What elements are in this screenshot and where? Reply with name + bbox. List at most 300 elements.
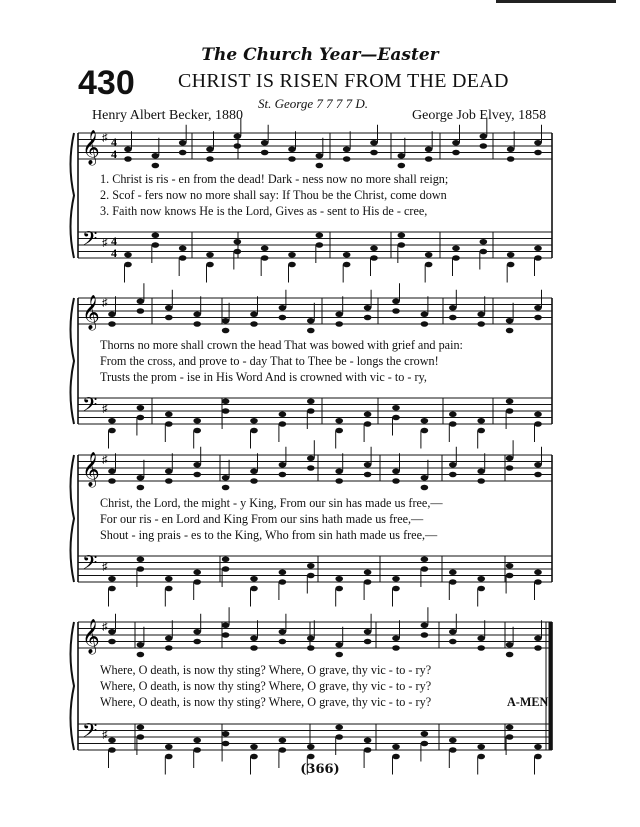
note-head bbox=[179, 245, 187, 251]
sharp-sign: ♯ bbox=[102, 561, 108, 573]
note-head bbox=[370, 255, 378, 261]
note-head bbox=[335, 652, 343, 658]
note-head bbox=[506, 465, 514, 471]
note-head bbox=[193, 462, 201, 468]
note-head bbox=[335, 478, 343, 484]
note-head bbox=[392, 754, 400, 760]
lyric-line: Where, O death, is now thy sting? Where, O grave, thy vic - to - ry? bbox=[100, 663, 432, 677]
note-head bbox=[279, 629, 287, 635]
note-head bbox=[506, 563, 514, 569]
note-head bbox=[137, 566, 145, 572]
note-head bbox=[137, 642, 145, 648]
note-head bbox=[335, 576, 343, 582]
page-number: (366) bbox=[300, 762, 340, 777]
lyric-line: 3. Faith now knows He is the Lord, Gives as - sent to His de - cree, bbox=[100, 204, 428, 218]
note-head bbox=[165, 421, 173, 427]
note-head bbox=[364, 411, 372, 417]
note-head bbox=[449, 462, 457, 468]
note-head bbox=[234, 133, 242, 139]
note-head bbox=[534, 569, 542, 575]
note-head bbox=[335, 428, 343, 434]
note-head bbox=[193, 737, 201, 743]
note-head bbox=[421, 731, 429, 737]
note-head bbox=[534, 245, 542, 251]
note-head bbox=[534, 315, 542, 321]
note-head bbox=[124, 156, 132, 162]
note-head bbox=[222, 398, 230, 404]
note-head bbox=[364, 315, 372, 321]
note-head bbox=[534, 754, 542, 760]
composer-credit: George Job Elvey, 1858 bbox=[412, 108, 547, 123]
tune-name: St. George 7 7 7 7 D. bbox=[258, 96, 369, 111]
note-head bbox=[137, 415, 145, 421]
bass-clef: 𝄢 bbox=[82, 393, 98, 421]
note-head bbox=[364, 579, 372, 585]
time-signature: 4 bbox=[111, 147, 117, 161]
bass-clef: 𝄢 bbox=[82, 227, 98, 255]
note-head bbox=[506, 734, 514, 740]
note-head bbox=[137, 298, 145, 304]
note-head bbox=[343, 252, 351, 258]
note-head bbox=[137, 308, 145, 314]
note-head bbox=[335, 311, 343, 317]
note-head bbox=[449, 579, 457, 585]
note-head bbox=[477, 635, 485, 641]
note-head bbox=[165, 586, 173, 592]
note-head bbox=[425, 252, 433, 258]
sharp-sign: ♯ bbox=[102, 403, 108, 415]
note-head bbox=[370, 140, 378, 146]
note-head bbox=[335, 734, 343, 740]
note-head bbox=[398, 153, 406, 159]
note-head bbox=[421, 622, 429, 628]
note-head bbox=[108, 737, 116, 743]
note-head bbox=[421, 321, 429, 327]
note-head bbox=[288, 262, 296, 268]
note-head bbox=[250, 311, 258, 317]
note-head bbox=[534, 645, 542, 651]
note-head bbox=[137, 485, 145, 491]
note-head bbox=[193, 311, 201, 317]
hymn-number: 430 bbox=[78, 64, 135, 102]
lyric-line: For our ris - en Lord and King From our sins hath made us free,— bbox=[100, 512, 424, 526]
note-head bbox=[108, 321, 116, 327]
note-head bbox=[534, 421, 542, 427]
note-head bbox=[477, 744, 485, 750]
time-signature: 4 bbox=[111, 246, 117, 260]
note-head bbox=[335, 418, 343, 424]
note-head bbox=[452, 255, 460, 261]
note-head bbox=[261, 255, 269, 261]
note-head bbox=[206, 262, 214, 268]
note-head bbox=[364, 305, 372, 311]
note-head bbox=[307, 408, 315, 414]
treble-clef: 𝄞 bbox=[82, 452, 100, 487]
note-head bbox=[421, 556, 429, 562]
note-head bbox=[364, 421, 372, 427]
note-head bbox=[193, 321, 201, 327]
note-head bbox=[477, 586, 485, 592]
note-head bbox=[307, 455, 315, 461]
note-head bbox=[193, 418, 201, 424]
note-head bbox=[108, 586, 116, 592]
note-head bbox=[250, 744, 258, 750]
note-head bbox=[421, 418, 429, 424]
note-head bbox=[421, 428, 429, 434]
note-head bbox=[222, 731, 230, 737]
note-head bbox=[250, 754, 258, 760]
note-head bbox=[193, 629, 201, 635]
note-head bbox=[165, 315, 173, 321]
note-head bbox=[392, 744, 400, 750]
note-head bbox=[165, 468, 173, 474]
note-head bbox=[425, 146, 433, 152]
note-head bbox=[108, 418, 116, 424]
note-head bbox=[108, 639, 116, 645]
note-head bbox=[152, 232, 160, 238]
note-head bbox=[364, 737, 372, 743]
note-head bbox=[335, 642, 343, 648]
note-head bbox=[425, 262, 433, 268]
note-head bbox=[279, 315, 287, 321]
note-head bbox=[222, 318, 230, 324]
note-head bbox=[222, 328, 230, 334]
note-head bbox=[506, 328, 514, 334]
note-head bbox=[364, 747, 372, 753]
note-head bbox=[506, 318, 514, 324]
note-head bbox=[124, 252, 132, 258]
note-head bbox=[234, 249, 242, 255]
note-head bbox=[477, 311, 485, 317]
note-head bbox=[316, 232, 324, 238]
note-head bbox=[279, 411, 287, 417]
note-head bbox=[250, 428, 258, 434]
note-head bbox=[506, 652, 514, 658]
note-head bbox=[534, 579, 542, 585]
note-head bbox=[506, 398, 514, 404]
note-head bbox=[108, 478, 116, 484]
note-head bbox=[108, 576, 116, 582]
treble-clef: 𝄞 bbox=[82, 619, 100, 654]
hymn-title: CHRIST IS RISEN FROM THE DEAD bbox=[178, 70, 509, 92]
note-head bbox=[307, 645, 315, 651]
lyric-line: Christ, the Lord, the might - y King, From our sin has made us free,— bbox=[100, 496, 443, 510]
note-head bbox=[534, 305, 542, 311]
note-head bbox=[279, 747, 287, 753]
sharp-sign: ♯ bbox=[102, 729, 108, 741]
note-head bbox=[279, 462, 287, 468]
note-head bbox=[392, 586, 400, 592]
note-head bbox=[206, 156, 214, 162]
note-head bbox=[279, 569, 287, 575]
note-head bbox=[506, 573, 514, 579]
amen-text: A-MEN. bbox=[507, 695, 552, 709]
note-head bbox=[506, 724, 514, 730]
bass-clef: 𝄢 bbox=[82, 719, 98, 747]
note-head bbox=[425, 156, 433, 162]
note-head bbox=[165, 576, 173, 582]
note-head bbox=[392, 635, 400, 641]
note-head bbox=[250, 478, 258, 484]
note-head bbox=[534, 140, 542, 146]
lyric-line: 1. Christ is ris - en from the dead! Dark - ness now no more shall reign; bbox=[100, 172, 449, 186]
treble-clef: 𝄞 bbox=[82, 295, 100, 330]
note-head bbox=[398, 242, 406, 248]
lyric-line: 2. Scof - fers now no more shall say: If Thou be the Christ, come down bbox=[100, 188, 447, 202]
note-head bbox=[449, 315, 457, 321]
note-head bbox=[449, 305, 457, 311]
note-head bbox=[480, 249, 488, 255]
note-head bbox=[222, 408, 230, 414]
time-signature: 4 bbox=[111, 135, 117, 149]
note-head bbox=[364, 569, 372, 575]
note-head bbox=[477, 478, 485, 484]
note-head bbox=[370, 245, 378, 251]
note-head bbox=[108, 747, 116, 753]
note-head bbox=[392, 645, 400, 651]
note-head bbox=[179, 255, 187, 261]
note-head bbox=[108, 428, 116, 434]
bass-clef: 𝄢 bbox=[82, 551, 98, 579]
note-head bbox=[250, 576, 258, 582]
note-head bbox=[449, 472, 457, 478]
note-head bbox=[261, 140, 269, 146]
note-head bbox=[307, 328, 315, 334]
note-head bbox=[534, 150, 542, 156]
note-head bbox=[477, 645, 485, 651]
treble-clef: 𝄞 bbox=[82, 130, 100, 165]
note-head bbox=[279, 472, 287, 478]
note-head bbox=[392, 298, 400, 304]
note-head bbox=[137, 475, 145, 481]
brace bbox=[71, 622, 75, 750]
note-head bbox=[421, 311, 429, 317]
note-head bbox=[534, 411, 542, 417]
time-signature: 4 bbox=[111, 234, 117, 248]
note-head bbox=[288, 156, 296, 162]
lyric-line: Where, O death, is now thy sting? Where, O grave, thy vic - to - ry? bbox=[100, 679, 432, 693]
brace bbox=[71, 133, 75, 258]
note-head bbox=[234, 143, 242, 149]
note-head bbox=[507, 156, 515, 162]
note-head bbox=[250, 645, 258, 651]
note-head bbox=[477, 321, 485, 327]
note-head bbox=[152, 242, 160, 248]
note-head bbox=[279, 579, 287, 585]
note-head bbox=[477, 468, 485, 474]
note-head bbox=[307, 563, 315, 569]
note-head bbox=[165, 754, 173, 760]
note-head bbox=[307, 465, 315, 471]
note-head bbox=[108, 468, 116, 474]
note-head bbox=[364, 472, 372, 478]
note-head bbox=[137, 734, 145, 740]
note-head bbox=[316, 153, 324, 159]
note-head bbox=[193, 472, 201, 478]
note-head bbox=[480, 133, 488, 139]
note-head bbox=[279, 305, 287, 311]
note-head bbox=[534, 255, 542, 261]
note-head bbox=[477, 754, 485, 760]
note-head bbox=[250, 321, 258, 327]
note-head bbox=[421, 632, 429, 638]
note-head bbox=[179, 150, 187, 156]
note-head bbox=[534, 744, 542, 750]
note-head bbox=[137, 556, 145, 562]
note-head bbox=[335, 724, 343, 730]
note-head bbox=[507, 146, 515, 152]
note-head bbox=[165, 744, 173, 750]
lyric-line: From the cross, and prove to - day That to Thee be - longs the crown! bbox=[100, 354, 439, 368]
note-head bbox=[193, 639, 201, 645]
note-head bbox=[165, 305, 173, 311]
note-head bbox=[152, 163, 160, 169]
note-head bbox=[421, 566, 429, 572]
note-head bbox=[307, 318, 315, 324]
note-head bbox=[449, 747, 457, 753]
note-head bbox=[480, 239, 488, 245]
note-head bbox=[364, 462, 372, 468]
note-head bbox=[392, 308, 400, 314]
note-head bbox=[222, 741, 230, 747]
note-head bbox=[452, 245, 460, 251]
note-head bbox=[421, 741, 429, 747]
note-head bbox=[250, 418, 258, 424]
note-head bbox=[279, 639, 287, 645]
note-head bbox=[392, 576, 400, 582]
note-head bbox=[449, 639, 457, 645]
lyric-line: Where, O death, is now thy sting? Where, O grave, thy vic - to - ry? bbox=[100, 695, 432, 709]
brace bbox=[71, 455, 75, 582]
note-head bbox=[398, 163, 406, 169]
note-head bbox=[222, 556, 230, 562]
note-head bbox=[421, 475, 429, 481]
note-head bbox=[534, 472, 542, 478]
note-head bbox=[316, 163, 324, 169]
note-head bbox=[335, 586, 343, 592]
note-head bbox=[222, 485, 230, 491]
note-head bbox=[137, 405, 145, 411]
note-head bbox=[392, 478, 400, 484]
note-head bbox=[506, 642, 514, 648]
note-head bbox=[193, 747, 201, 753]
note-head bbox=[124, 146, 132, 152]
note-head bbox=[316, 242, 324, 248]
note-head bbox=[165, 635, 173, 641]
note-head bbox=[307, 754, 315, 760]
note-head bbox=[234, 239, 242, 245]
note-head bbox=[261, 150, 269, 156]
note-head bbox=[108, 311, 116, 317]
note-head bbox=[335, 321, 343, 327]
lyric-line: Trusts the prom - ise in His Word And is crowned with vic - to - ry, bbox=[100, 370, 427, 384]
note-head bbox=[506, 455, 514, 461]
note-head bbox=[343, 262, 351, 268]
lyric-line: Thorns no more shall crown the head That was bowed with grief and pain: bbox=[100, 338, 463, 352]
note-head bbox=[392, 468, 400, 474]
note-head bbox=[222, 566, 230, 572]
note-head bbox=[364, 639, 372, 645]
note-head bbox=[288, 146, 296, 152]
note-head bbox=[250, 635, 258, 641]
note-head bbox=[370, 150, 378, 156]
note-head bbox=[392, 415, 400, 421]
note-head bbox=[137, 724, 145, 730]
note-head bbox=[108, 629, 116, 635]
author-credit: Henry Albert Becker, 1880 bbox=[92, 108, 244, 123]
note-head bbox=[392, 405, 400, 411]
note-head bbox=[206, 252, 214, 258]
note-head bbox=[477, 428, 485, 434]
brace bbox=[71, 298, 75, 424]
note-head bbox=[421, 485, 429, 491]
note-head bbox=[165, 645, 173, 651]
note-head bbox=[261, 245, 269, 251]
note-head bbox=[506, 408, 514, 414]
note-head bbox=[480, 143, 488, 149]
sharp-sign: ♯ bbox=[102, 132, 108, 144]
note-head bbox=[152, 153, 160, 159]
note-head bbox=[534, 635, 542, 641]
note-head bbox=[449, 629, 457, 635]
sharp-sign: ♯ bbox=[102, 297, 108, 309]
note-head bbox=[137, 652, 145, 658]
note-head bbox=[452, 150, 460, 156]
note-head bbox=[124, 262, 132, 268]
note-head bbox=[279, 737, 287, 743]
sharp-sign: ♯ bbox=[102, 237, 108, 249]
note-head bbox=[288, 252, 296, 258]
note-head bbox=[222, 632, 230, 638]
section-heading: The Church Year—Easter bbox=[201, 45, 439, 65]
note-head bbox=[507, 262, 515, 268]
note-head bbox=[279, 421, 287, 427]
note-head bbox=[343, 146, 351, 152]
note-head bbox=[179, 140, 187, 146]
note-head bbox=[165, 411, 173, 417]
note-head bbox=[477, 576, 485, 582]
note-head bbox=[398, 232, 406, 238]
note-head bbox=[307, 573, 315, 579]
note-head bbox=[250, 468, 258, 474]
note-head bbox=[307, 744, 315, 750]
note-head bbox=[335, 468, 343, 474]
note-head bbox=[307, 635, 315, 641]
note-head bbox=[193, 569, 201, 575]
note-head bbox=[449, 411, 457, 417]
note-head bbox=[364, 629, 372, 635]
note-head bbox=[534, 462, 542, 468]
note-head bbox=[193, 428, 201, 434]
note-head bbox=[449, 569, 457, 575]
note-head bbox=[222, 622, 230, 628]
sharp-sign: ♯ bbox=[102, 621, 108, 633]
lyric-line: Shout - ing prais - es to the King, Who from sin hath made us free,— bbox=[100, 528, 438, 542]
note-head bbox=[193, 579, 201, 585]
note-head bbox=[507, 252, 515, 258]
note-head bbox=[165, 478, 173, 484]
note-head bbox=[206, 146, 214, 152]
note-head bbox=[250, 586, 258, 592]
note-head bbox=[449, 737, 457, 743]
note-head bbox=[307, 398, 315, 404]
note-head bbox=[477, 418, 485, 424]
note-head bbox=[449, 421, 457, 427]
note-head bbox=[222, 475, 230, 481]
note-head bbox=[452, 140, 460, 146]
sharp-sign: ♯ bbox=[102, 454, 108, 466]
note-head bbox=[343, 156, 351, 162]
